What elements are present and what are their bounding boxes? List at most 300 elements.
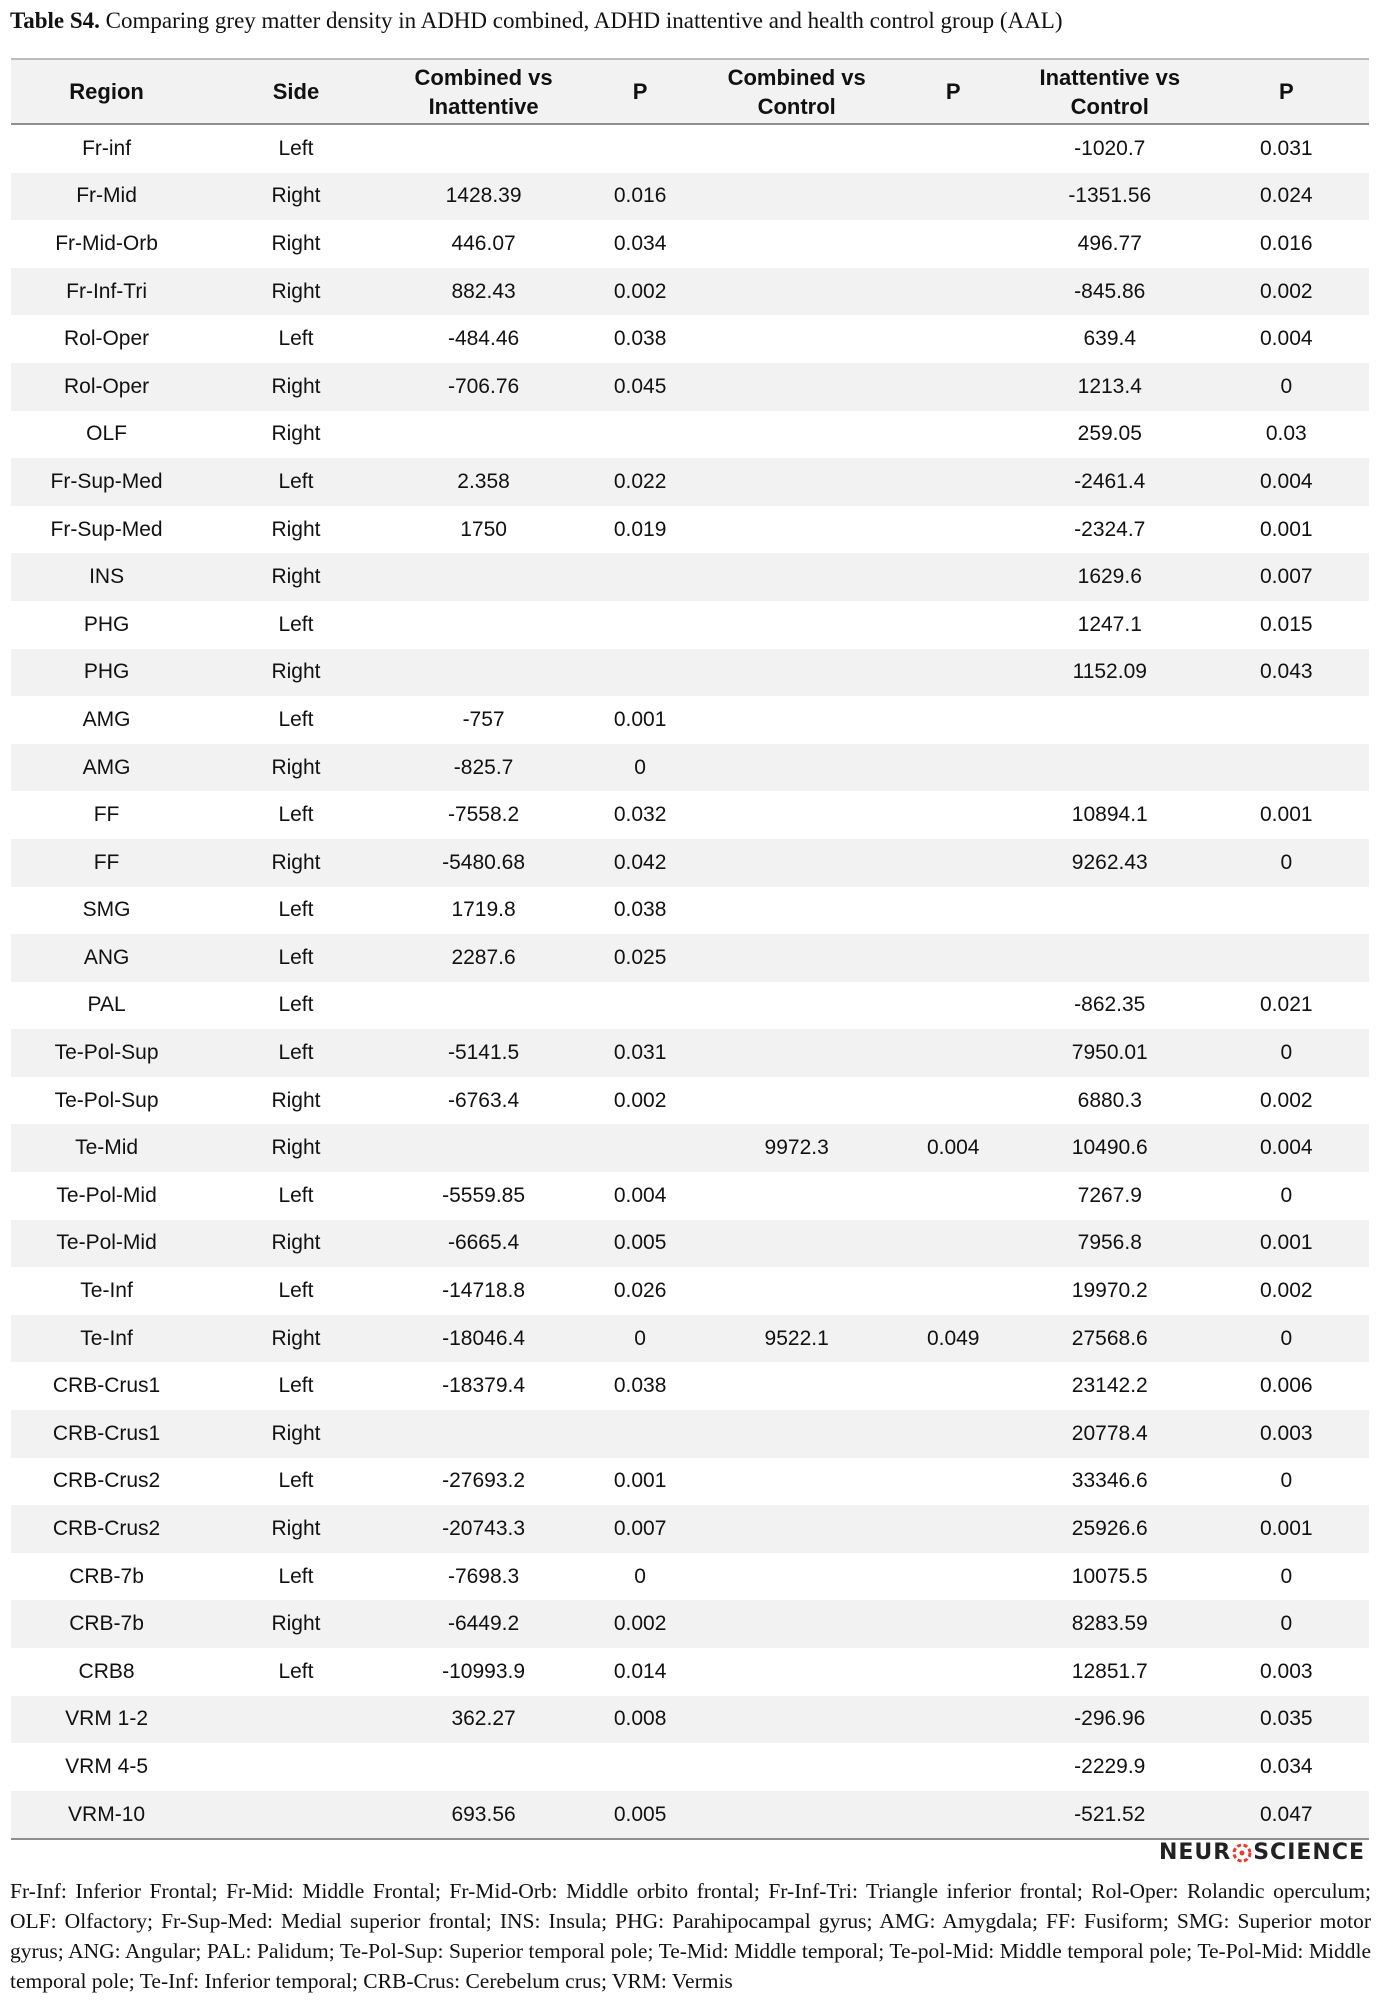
table-cell	[890, 791, 1015, 839]
table-cell: -20743.3	[390, 1505, 578, 1553]
table-cell: 0.007	[577, 1505, 702, 1553]
table-cell: Te-Inf	[80, 1279, 133, 1303]
table-cell: -27693.2	[442, 1469, 526, 1493]
table-cell: 0.034	[1260, 1754, 1313, 1778]
table-cell: -6449.2	[390, 1600, 578, 1648]
column-header	[890, 59, 1015, 124]
table-cell: 23142.2	[1071, 1374, 1148, 1398]
table-cell: Left	[202, 458, 390, 506]
table-row	[11, 649, 1369, 697]
table-cell	[703, 1791, 891, 1840]
table-cell	[890, 1600, 1015, 1648]
table-cell: 639.4	[1083, 327, 1137, 351]
table-cell	[1016, 887, 1204, 935]
table-cell	[703, 1743, 891, 1791]
table-row	[11, 1029, 1369, 1077]
table-row	[11, 1077, 1369, 1125]
table-cell	[577, 982, 702, 1030]
table-cell: 2287.6	[390, 934, 578, 982]
table-cell: 0.001	[1204, 1505, 1369, 1553]
table-cell: 0.016	[577, 173, 702, 221]
table-cell: Left	[278, 1374, 314, 1398]
table-cell	[390, 1743, 578, 1791]
table-cell: VRM-10	[11, 1791, 202, 1840]
table-cell: 0.032	[613, 803, 667, 827]
table-cell: VRM 1-2	[11, 1696, 202, 1744]
table-cell: 1247.1	[1077, 612, 1142, 636]
table-cell	[890, 1553, 1015, 1601]
table-cell: 0.005	[577, 1220, 702, 1268]
table-cell: INS	[11, 553, 202, 601]
table-cell: 0.031	[1260, 136, 1313, 160]
table-cell: Right	[202, 1505, 390, 1553]
table-cell: -7558.2	[447, 803, 520, 827]
table-cell	[390, 411, 578, 459]
table-cell: 0.002	[1260, 1088, 1313, 1112]
table-cell	[577, 1743, 702, 1791]
table-cell	[890, 1220, 1015, 1268]
column-header	[11, 59, 202, 124]
table-cell	[890, 649, 1015, 697]
table-header-row	[11, 59, 1369, 124]
table-cell	[390, 553, 578, 601]
table-cell	[890, 1362, 1015, 1410]
table-row	[11, 1553, 1369, 1601]
table-cell	[890, 934, 1015, 982]
table-cell: CRB-Crus2	[52, 1469, 161, 1493]
table-row	[11, 1410, 1369, 1458]
table-cell: -296.96	[1016, 1696, 1204, 1744]
table-cell	[890, 887, 1015, 935]
table-cell: 0.021	[1260, 993, 1313, 1017]
table-cell: 7956.8	[1016, 1220, 1204, 1268]
table-cell: Left	[278, 1659, 314, 1683]
table-cell: CRB8	[78, 1659, 135, 1683]
table-row	[11, 1124, 1369, 1172]
table-cell	[890, 1410, 1015, 1458]
table-cell: Right	[271, 231, 321, 255]
table-row	[11, 363, 1369, 411]
table-cell	[703, 1362, 891, 1410]
column-header-line: P	[632, 79, 648, 104]
column-header	[577, 59, 702, 124]
table-cell	[703, 411, 891, 459]
table-cell: 6880.3	[1077, 1088, 1142, 1112]
table-cell: -10993.9	[442, 1659, 526, 1683]
table-cell	[890, 1743, 1015, 1791]
table-cell: Right	[202, 1124, 390, 1172]
table-cell: 0.047	[1204, 1791, 1369, 1840]
table-cell: 0.002	[1204, 268, 1369, 316]
table-cell: Left	[278, 612, 314, 636]
column-header-line: Region	[69, 79, 144, 104]
table-cell: 0.045	[577, 363, 702, 411]
table-cell	[703, 506, 891, 554]
table-cell	[1204, 887, 1369, 935]
table-cell: Right	[202, 1315, 390, 1363]
table-cell	[703, 220, 891, 268]
column-header-line: Inattentive vs	[1039, 64, 1181, 90]
table-cell	[890, 1077, 1015, 1125]
table-cell	[577, 649, 702, 697]
table-cell	[703, 1648, 891, 1696]
table-cell: PAL	[87, 993, 126, 1017]
table-cell: 0.004	[1204, 1124, 1369, 1172]
column-header	[703, 59, 891, 124]
table-cell: FF	[93, 803, 120, 827]
table-cell	[703, 1410, 891, 1458]
table-cell: Right	[271, 1088, 321, 1112]
table-cell	[703, 887, 891, 935]
table-cell: 0.031	[577, 1029, 702, 1077]
table-cell	[890, 696, 1015, 744]
table-cell: Left	[278, 993, 314, 1017]
table-cell: 10075.5	[1071, 1564, 1148, 1588]
table-cell: 0.001	[1260, 803, 1313, 827]
table-cell: 0.034	[613, 231, 667, 255]
table-row	[11, 1791, 1369, 1840]
table-cell: Right	[202, 649, 390, 697]
table-cell: 0.038	[613, 327, 667, 351]
table-row	[11, 744, 1369, 792]
table-row	[11, 982, 1369, 1030]
table-cell: 882.43	[390, 268, 578, 316]
table-cell	[890, 744, 1015, 792]
table-cell: Right	[202, 1600, 390, 1648]
grey-matter-density-table	[11, 58, 1369, 1840]
table-row	[11, 839, 1369, 887]
table-cell	[703, 696, 891, 744]
table-cell	[1016, 744, 1204, 792]
table-cell: CRB-Crus2	[11, 1505, 202, 1553]
table-cell	[703, 601, 891, 649]
table-cell	[202, 1743, 390, 1791]
table-cell	[703, 315, 891, 363]
table-row	[11, 1505, 1369, 1553]
column-header	[1204, 59, 1369, 124]
table-cell: Te-Pol-Mid	[11, 1220, 202, 1268]
table-cell: 0.025	[577, 934, 702, 982]
table-cell: 0.001	[1260, 517, 1313, 541]
table-cell	[890, 268, 1015, 316]
table-cell	[1204, 934, 1369, 982]
table-cell: -5480.68	[390, 839, 578, 887]
column-header-line: Side	[272, 79, 320, 104]
table-cell	[390, 1410, 578, 1458]
table-cell: 0	[1204, 1600, 1369, 1648]
table-row	[11, 506, 1369, 554]
table-cell: 0	[1280, 1469, 1293, 1493]
table-cell	[703, 1696, 891, 1744]
table-cell: CRB-7b	[11, 1600, 202, 1648]
table-cell: FF	[11, 839, 202, 887]
table-cell: Left	[278, 1469, 314, 1493]
table-cell	[703, 1458, 891, 1506]
table-cell: AMG	[11, 744, 202, 792]
logo-text-left: NEUR	[1158, 1840, 1232, 1865]
table-cell: 12851.7	[1071, 1659, 1148, 1683]
table-cell: Fr-Mid	[11, 173, 202, 221]
table-cell	[1016, 934, 1204, 982]
table-cell	[577, 553, 702, 601]
table-cell: 0.007	[1204, 553, 1369, 601]
table-cell: 0	[577, 744, 702, 792]
table-cell: CRB-Crus1	[11, 1410, 202, 1458]
table-cell: Right	[202, 553, 390, 601]
table-cell: 496.77	[1077, 231, 1142, 255]
table-cell: PHG	[83, 612, 130, 636]
table-cell: -2229.9	[1074, 1754, 1146, 1778]
table-cell: 0.019	[613, 517, 667, 541]
table-cell: 1213.4	[1016, 363, 1204, 411]
table-cell	[577, 124, 702, 173]
table-cell: 0	[1280, 1183, 1293, 1207]
table-cell	[890, 1267, 1015, 1315]
table-cell	[390, 649, 578, 697]
table-cell	[890, 411, 1015, 459]
table-row	[11, 268, 1369, 316]
table-cell	[890, 982, 1015, 1030]
table-cell: Left	[278, 136, 314, 160]
table-cell: -1351.56	[1016, 173, 1204, 221]
table-row	[11, 601, 1369, 649]
table-cell	[890, 1172, 1015, 1220]
table-row	[11, 315, 1369, 363]
table-cell	[703, 458, 891, 506]
table-cell: -6665.4	[390, 1220, 578, 1268]
table-cell	[703, 1505, 891, 1553]
table-footnote: Fr-Inf: Inferior Frontal; Fr-Mid: Middle Frontal; Fr-Mid-Orb: Middle orbito frontal; Fr-Inf-Tri: Triangle inferior frontal; Rol-Oper: Rolandic operculum; OLF: Olfactory; Fr-Sup-Med: Medial superior frontal; INS: Insula; PHG: Parahipocampal gyrus; AMG: Amygdala; FF: Fusiform; SMG: Superior motor gyrus; ANG: Angular; PAL: Palidum; Te-Pol-Sup: Superior temporal pole; Te-Mid: Middle temporal; Te-pol-Mid: Middle temporal pole; Te-Pol-Mid: Middle temporal pole; Te-Inf: Inferior temporal; CRB-Crus: Cerebelum crus; VRM: Vermis	[10, 1879, 1371, 1993]
table-cell: Left	[278, 1183, 314, 1207]
table-cell	[703, 173, 891, 221]
column-header-line: Control	[1070, 93, 1149, 119]
table-cell: 0.015	[1260, 612, 1313, 636]
table-cell: 0.042	[577, 839, 702, 887]
table-cell	[890, 601, 1015, 649]
table-cell: Right	[271, 422, 321, 446]
table-cell: 0.014	[613, 1659, 667, 1683]
table-cell: -757	[462, 707, 505, 731]
table-cell: -18046.4	[390, 1315, 578, 1363]
table-cell	[703, 649, 891, 697]
table-cell: 10894.1	[1071, 803, 1148, 827]
table-cell	[390, 601, 578, 649]
table-cell	[703, 553, 891, 601]
table-cell: VRM 4-5	[65, 1754, 148, 1778]
table-cell: Left	[202, 1029, 390, 1077]
table-cell	[890, 315, 1015, 363]
table-cell: 0.035	[1204, 1696, 1369, 1744]
table-row	[11, 173, 1369, 221]
table-cell: 0	[634, 1564, 646, 1588]
table-cell: 0.002	[613, 1088, 667, 1112]
table-cell	[890, 1029, 1015, 1077]
table-cell: 27568.6	[1016, 1315, 1204, 1363]
table-cell: Right	[202, 1410, 390, 1458]
table-cell: -5141.5	[390, 1029, 578, 1077]
table-cell: Te-Pol-Sup	[54, 1088, 159, 1112]
table-row	[11, 1220, 1369, 1268]
column-header-line: Inattentive	[428, 93, 539, 119]
table-cell: Rol-Oper	[11, 363, 202, 411]
table-cell: Rol-Oper	[63, 327, 150, 351]
table-cell: CRB-Crus1	[52, 1374, 161, 1398]
table-cell: 9972.3	[703, 1124, 891, 1172]
logo-text-right: SCIENCE	[1253, 1840, 1365, 1865]
table-cell: 362.27	[390, 1696, 578, 1744]
table-row	[11, 411, 1369, 459]
table-cell	[890, 1458, 1015, 1506]
table-cell	[390, 124, 578, 173]
table-cell: 7950.01	[1016, 1029, 1204, 1077]
column-header-line: Combined vs	[727, 64, 866, 90]
table-cell: -2461.4	[1016, 458, 1204, 506]
table-cell	[890, 1648, 1015, 1696]
table-cell: 0.003	[1260, 1659, 1313, 1683]
column-header	[390, 59, 578, 124]
table-cell: 0.001	[613, 1469, 667, 1493]
table-cell: 7267.9	[1077, 1183, 1142, 1207]
table-cell: -845.86	[1016, 268, 1204, 316]
table-cell: 0.038	[613, 1374, 667, 1398]
table-cell	[703, 1267, 891, 1315]
column-header	[202, 59, 390, 124]
table-cell	[1016, 696, 1204, 744]
table-cell: 0.006	[1260, 1374, 1313, 1398]
table-cell: Right	[202, 1220, 390, 1268]
table-cell	[703, 1172, 891, 1220]
table-cell: Te-Pol-Mid	[56, 1183, 157, 1207]
column-header-line: Combined vs	[414, 64, 553, 90]
table-cell: 0.004	[613, 1183, 667, 1207]
table-cell	[890, 839, 1015, 887]
column-header-line: P	[1278, 79, 1294, 104]
table-cell	[703, 744, 891, 792]
table-cell: -7698.3	[447, 1564, 520, 1588]
table-cell: Right	[202, 268, 390, 316]
table-cell: 0	[1204, 839, 1369, 887]
table-cell: 1428.39	[390, 173, 578, 221]
table-cell	[890, 1696, 1015, 1744]
table-cell: 19970.2	[1071, 1279, 1148, 1303]
brain-mark-icon	[1232, 1843, 1252, 1863]
table-cell: 0.038	[613, 898, 667, 922]
table-cell: 0.022	[577, 458, 702, 506]
table-cell: 0.005	[577, 1791, 702, 1840]
table-cell: Left	[278, 803, 314, 827]
table-row	[11, 458, 1369, 506]
table-cell: 259.05	[1077, 422, 1142, 446]
table-cell: 1152.09	[1016, 649, 1204, 697]
column-header-line: P	[945, 79, 961, 104]
table-cell: 0.016	[1260, 231, 1313, 255]
table-cell: Fr-Sup-Med	[11, 458, 202, 506]
table-cell	[703, 791, 891, 839]
table-cell: -862.35	[1074, 993, 1146, 1017]
table-cell: 0	[1280, 1564, 1293, 1588]
table-cell: 0.043	[1204, 649, 1369, 697]
table-caption-text: Comparing grey matter density in ADHD combined, ADHD inattentive and health control group (AAL)	[105, 8, 1063, 33]
table-cell: 2.358	[390, 458, 578, 506]
table-cell	[577, 1124, 702, 1172]
table-cell: -2324.7	[1074, 517, 1146, 541]
table-cell: Left	[278, 898, 314, 922]
table-row	[11, 1600, 1369, 1648]
table-cell: CRB-7b	[69, 1564, 144, 1588]
table-cell: 0.004	[1260, 327, 1313, 351]
table-cell: 0.026	[613, 1279, 667, 1303]
table-cell: 0.001	[613, 707, 667, 731]
column-header	[1016, 59, 1204, 124]
table-cell	[703, 124, 891, 173]
table-cell: Te-Inf	[11, 1315, 202, 1363]
table-caption	[10, 6, 1370, 36]
table-cell: 0.024	[1204, 173, 1369, 221]
table-cell: -5559.85	[442, 1183, 526, 1207]
table-cell: 0.003	[1204, 1410, 1369, 1458]
table-cell	[703, 1220, 891, 1268]
table-cell: 8283.59	[1016, 1600, 1204, 1648]
table-row	[11, 1458, 1369, 1506]
table-body	[11, 124, 1369, 1839]
table-cell: Te-Mid	[11, 1124, 202, 1172]
table-cell: 1719.8	[451, 898, 516, 922]
table-cell: 9522.1	[703, 1315, 891, 1363]
table-row	[11, 124, 1369, 173]
table-cell	[890, 1505, 1015, 1553]
table-row	[11, 1648, 1369, 1696]
table-cell	[703, 1553, 891, 1601]
table-row	[11, 934, 1369, 982]
table-cell	[577, 411, 702, 459]
table-cell: 0	[1204, 1029, 1369, 1077]
table-row	[11, 1743, 1369, 1791]
table-row	[11, 696, 1369, 744]
table-cell	[890, 1791, 1015, 1840]
table-cell	[703, 839, 891, 887]
table-cell: Left	[202, 934, 390, 982]
table-cell	[390, 1124, 578, 1172]
table-cell: 0	[1204, 363, 1369, 411]
table-row	[11, 791, 1369, 839]
table-row	[11, 887, 1369, 935]
table-cell	[577, 1410, 702, 1458]
table-cell: Right	[202, 173, 390, 221]
table-cell: Te-Pol-Sup	[11, 1029, 202, 1077]
table-cell	[890, 553, 1015, 601]
table-row	[11, 1267, 1369, 1315]
table-cell: 0.03	[1265, 422, 1307, 446]
table-cell: Fr-Mid-Orb	[55, 231, 158, 255]
table-cell: -825.7	[390, 744, 578, 792]
table-cell: -706.76	[390, 363, 578, 411]
table-cell: 0	[1204, 1315, 1369, 1363]
table-cell	[703, 1029, 891, 1077]
table-cell	[703, 268, 891, 316]
table-cell: 0.008	[577, 1696, 702, 1744]
table-row	[11, 1696, 1369, 1744]
table-cell	[1204, 696, 1369, 744]
table-label: Table S4.	[10, 8, 100, 33]
table-cell: -521.52	[1016, 1791, 1204, 1840]
table-cell: PHG	[11, 649, 202, 697]
table-cell: 0.002	[1260, 1279, 1313, 1303]
table-cell: -6763.4	[447, 1088, 520, 1112]
column-header-line: Control	[757, 93, 836, 119]
table-cell: Right	[271, 517, 321, 541]
table-cell: Fr-inf	[82, 136, 132, 160]
table-cell: Right	[202, 839, 390, 887]
